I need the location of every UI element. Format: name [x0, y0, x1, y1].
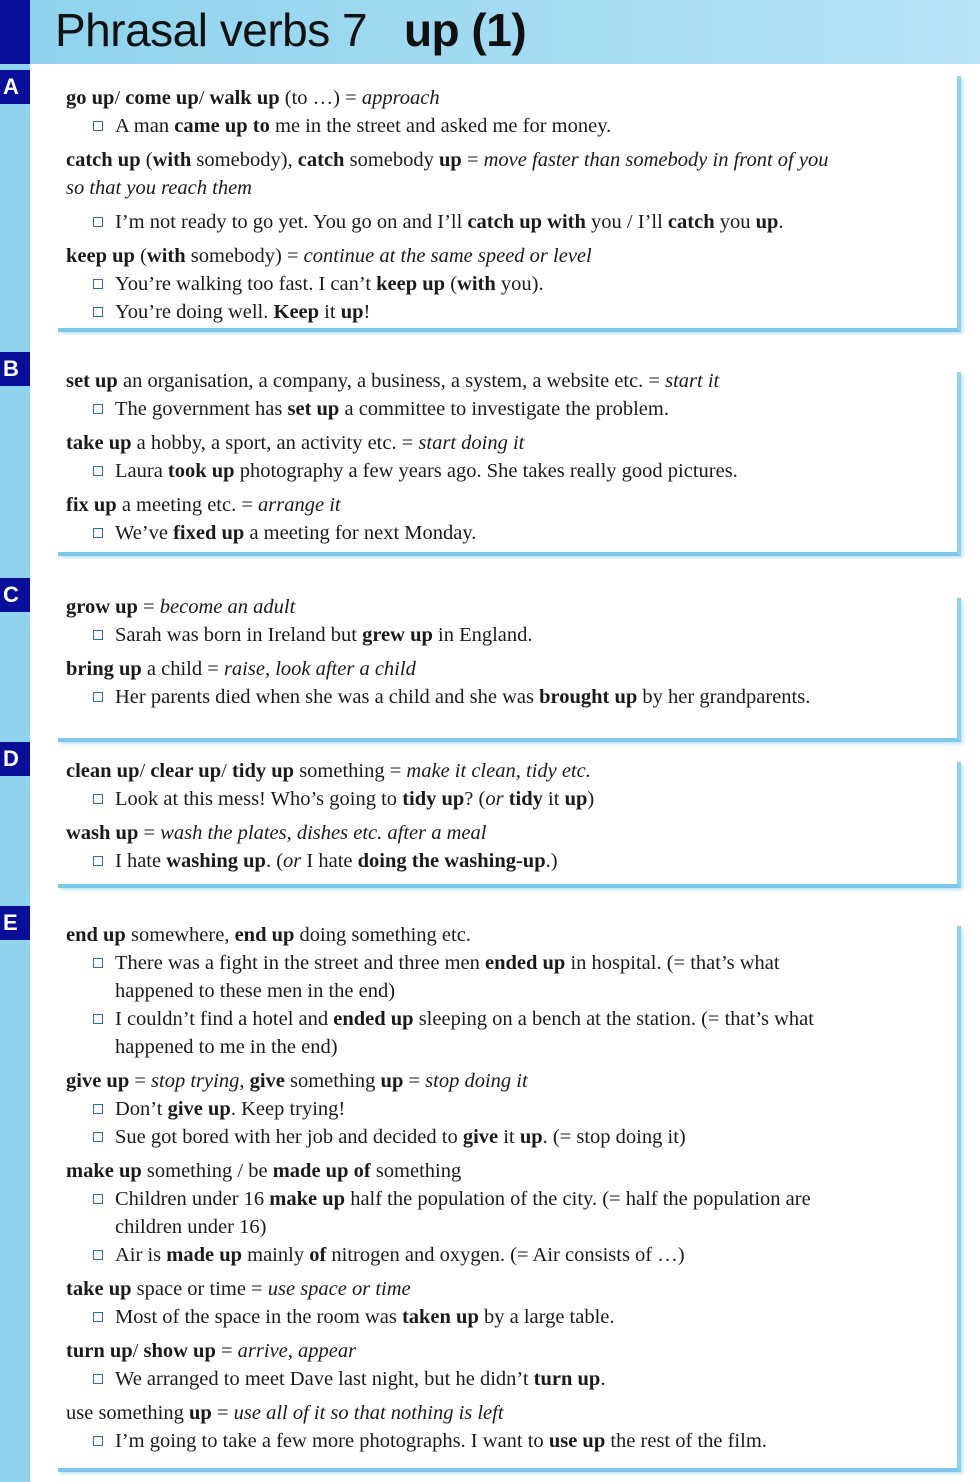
- meaning-text: or: [283, 850, 302, 872]
- example-text: [92, 301, 370, 323]
- phrasal-verb-term: keep up: [376, 273, 446, 295]
- phrasal-verb-term: came up to: [174, 115, 270, 137]
- phrasal-verb-term: up: [380, 1070, 404, 1092]
- text-run: something / be: [141, 1160, 273, 1182]
- text-run: /: [132, 1340, 144, 1362]
- example-sentence: [66, 1427, 946, 1455]
- example-sentence: [66, 457, 946, 485]
- checkbox-bullet-icon: [93, 1312, 103, 1322]
- example-sentence: [66, 298, 946, 326]
- text-run: a committee to investigate the problem.: [339, 398, 669, 420]
- meaning-text: raise, look after a child: [223, 658, 416, 680]
- phrasal-verb-definition: [66, 491, 946, 519]
- phrasal-verb-term: end up: [66, 924, 126, 946]
- text-run: I couldn’t find a hotel and: [115, 1008, 334, 1030]
- example-text: [92, 788, 594, 810]
- phrasal-verb-term: made up: [166, 1244, 243, 1266]
- phrasal-verb-term: catch: [297, 149, 345, 171]
- phrasal-verb-term: clean up: [66, 760, 140, 782]
- phrasal-verb-term: show up: [143, 1340, 216, 1362]
- phrasal-verb-term: grow up: [66, 596, 138, 618]
- example-text: [92, 1098, 345, 1120]
- text-run: a hobby, a sport, an activity etc. =: [131, 432, 419, 454]
- text-run: you: [714, 211, 756, 233]
- example-text: [92, 1126, 686, 1148]
- text-run: . Keep trying!: [230, 1098, 346, 1120]
- example-text: [92, 1306, 615, 1328]
- text-run: ,: [239, 1070, 250, 1092]
- phrasal-verb-definition: [66, 757, 946, 785]
- phrasal-verb-term: wash up: [66, 822, 139, 844]
- page-title-sub: up (1): [403, 4, 527, 56]
- text-run: sleeping on a bench at the station. (= that’s what: [413, 1008, 814, 1030]
- text-run: =: [215, 1340, 238, 1362]
- section-badge: E: [0, 906, 30, 940]
- checkbox-bullet-icon: [93, 1014, 103, 1024]
- section-badge: C: [0, 578, 30, 612]
- phrasal-verb-term: clear up: [150, 760, 222, 782]
- phrasal-verb-term: with: [457, 273, 496, 295]
- example-sentence: [66, 1365, 946, 1393]
- text-run: /: [114, 87, 126, 109]
- phrasal-verb-term: catch: [667, 211, 715, 233]
- text-run: Air is: [115, 1244, 167, 1266]
- example-text: [92, 1008, 814, 1030]
- text-run: a meeting etc. =: [116, 494, 259, 516]
- meaning-text: or: [485, 788, 504, 810]
- phrasal-verb-term: give: [462, 1126, 499, 1148]
- phrasal-verb-term: took up: [167, 460, 235, 482]
- phrasal-verb-term: up: [340, 301, 364, 323]
- meaning-text: approach: [361, 87, 440, 109]
- meaning-text: start doing it: [418, 432, 525, 454]
- phrasal-verb-definition: [66, 84, 946, 112]
- phrasal-verb-term: Keep: [273, 301, 320, 323]
- text-run: =: [403, 1070, 426, 1092]
- phrasal-verb-definition: [66, 1157, 946, 1185]
- page-title: [55, 2, 526, 58]
- text-run: /: [221, 760, 232, 782]
- example-sentence: [66, 112, 946, 140]
- phrasal-verb-definition: [66, 174, 946, 202]
- text-run: =: [138, 822, 161, 844]
- section-badge: B: [0, 352, 30, 386]
- phrasal-verb-definition: [66, 1337, 946, 1365]
- phrasal-verb-definition: [66, 1067, 946, 1095]
- example-continuation: [66, 1213, 946, 1241]
- phrasal-verb-definition: [66, 1399, 946, 1427]
- text-run: I hate: [115, 850, 167, 872]
- text-run: the rest of the film.: [605, 1430, 767, 1452]
- text-run: Her parents died when she was a child and she was: [115, 686, 540, 708]
- phrasal-verb-term: catch up with: [467, 211, 586, 233]
- phrasal-verb-term: fix up: [66, 494, 117, 516]
- phrasal-verb-term: tidy: [508, 788, 543, 810]
- phrasal-verb-term: give: [249, 1070, 285, 1092]
- phrasal-verb-term: tidy up: [402, 788, 465, 810]
- example-sentence: [66, 208, 946, 236]
- phrasal-verb-term: ended up: [485, 952, 566, 974]
- checkbox-bullet-icon: [93, 1436, 103, 1446]
- section-content: [66, 593, 946, 711]
- meaning-text: arrive, appear: [237, 1340, 357, 1362]
- text-run: it: [498, 1126, 520, 1148]
- text-run: You’re doing well.: [115, 301, 274, 323]
- text-run: We’ve: [115, 522, 174, 544]
- example-text: [92, 952, 780, 974]
- meaning-text: wash the plates, dishes etc. after a meal: [160, 822, 487, 844]
- text-run: .: [778, 211, 784, 233]
- phrasal-verb-term: fixed up: [173, 522, 245, 544]
- example-sentence: [66, 949, 946, 977]
- text-run: children under 16): [115, 1216, 267, 1238]
- text-run: happened to me in the end): [115, 1036, 338, 1058]
- text-run: Sue got bored with her job and decided to: [115, 1126, 463, 1148]
- phrasal-verb-definition: [66, 655, 946, 683]
- checkbox-bullet-icon: [93, 1374, 103, 1384]
- example-sentence: [66, 1095, 946, 1123]
- text-run: ? (: [464, 788, 486, 810]
- text-run: (: [445, 273, 458, 295]
- phrasal-verb-term: give up: [66, 1070, 130, 1092]
- meaning-text: stop doing it: [425, 1070, 528, 1092]
- meaning-text: start it: [665, 370, 720, 392]
- text-run: We arranged to meet Dave last night, but he didn’t: [115, 1368, 534, 1390]
- phrasal-verb-term: up: [564, 788, 588, 810]
- checkbox-bullet-icon: [93, 692, 103, 702]
- text-run: .): [545, 850, 558, 872]
- section-content: [66, 84, 946, 326]
- phrasal-verb-term: with: [152, 149, 192, 171]
- phrasal-verb-definition: [66, 146, 946, 174]
- example-text: [92, 398, 669, 420]
- text-run: it: [542, 788, 565, 810]
- text-run: half the population of the city. (= half the population are: [345, 1188, 811, 1210]
- phrasal-verb-term: washing up: [166, 850, 266, 872]
- text-run: I hate: [301, 850, 358, 872]
- phrasal-verb-term: use up: [548, 1430, 606, 1452]
- meaning-text: stop trying: [151, 1070, 240, 1092]
- example-sentence: [66, 683, 946, 711]
- phrasal-verb-term: made up of: [272, 1160, 371, 1182]
- meaning-text: become an adult: [159, 596, 296, 618]
- example-continuation: [66, 977, 946, 1005]
- phrasal-verb-definition: [66, 1275, 946, 1303]
- phrasal-verb-term: turn up: [66, 1340, 133, 1362]
- text-run: you).: [495, 273, 544, 295]
- phrasal-verb-term: brought up: [539, 686, 638, 708]
- text-run: (: [134, 245, 147, 267]
- text-run: somebody: [344, 149, 439, 171]
- page-title-main: Phrasal verbs 7: [55, 4, 368, 56]
- example-text: [92, 211, 784, 233]
- phrasal-verb-definition: [66, 819, 946, 847]
- text-run: in hospital. (= that’s what: [565, 952, 780, 974]
- checkbox-bullet-icon: [93, 1194, 103, 1204]
- text-run: it: [319, 301, 341, 323]
- phrasal-verb-term: tidy up: [231, 760, 295, 782]
- example-sentence: [66, 270, 946, 298]
- text-run: ): [587, 788, 595, 810]
- text-run: =: [129, 1070, 152, 1092]
- example-sentence: [66, 519, 946, 547]
- text-run: happened to these men in the end): [115, 980, 396, 1002]
- example-text: [92, 686, 810, 708]
- example-text: [92, 115, 611, 137]
- phrasal-verb-term: bring up: [66, 658, 142, 680]
- text-run: Don’t: [115, 1098, 168, 1120]
- phrasal-verb-term: end up: [234, 924, 295, 946]
- text-run: nitrogen and oxygen. (= Air consists of …): [326, 1244, 685, 1266]
- phrasal-verb-term: walk up: [209, 87, 280, 109]
- example-sentence: [66, 1241, 946, 1269]
- example-sentence: [66, 621, 946, 649]
- text-run: by her grandparents.: [637, 686, 811, 708]
- title-accent-block: [0, 0, 30, 64]
- checkbox-bullet-icon: [93, 121, 103, 131]
- example-sentence: [66, 1123, 946, 1151]
- section-content: [66, 921, 946, 1455]
- text-run: a child =: [141, 658, 224, 680]
- phrasal-verb-term: taken up: [401, 1306, 479, 1328]
- text-run: . (= stop doing it): [542, 1126, 686, 1148]
- example-sentence: [66, 395, 946, 423]
- checkbox-bullet-icon: [93, 958, 103, 968]
- text-run: you / I’ll: [585, 211, 668, 233]
- phrasal-verb-term: grew up: [362, 624, 433, 646]
- phrasal-verb-definition: [66, 921, 946, 949]
- checkbox-bullet-icon: [93, 794, 103, 804]
- text-run: !: [363, 301, 371, 323]
- text-run: Laura: [115, 460, 168, 482]
- text-run: Sarah was born in Ireland but: [115, 624, 363, 646]
- text-run: a meeting for next Monday.: [244, 522, 477, 544]
- example-text: [92, 1368, 605, 1390]
- text-run: something =: [294, 760, 407, 782]
- example-text: [92, 522, 476, 544]
- text-run: use something: [66, 1402, 189, 1424]
- example-sentence: [66, 1303, 946, 1331]
- text-run: =: [211, 1402, 234, 1424]
- phrasal-verb-term: turn up: [533, 1368, 601, 1390]
- checkbox-bullet-icon: [93, 404, 103, 414]
- checkbox-bullet-icon: [93, 466, 103, 476]
- example-sentence: [66, 1005, 946, 1033]
- phrasal-verb-term: keep up: [66, 245, 135, 267]
- example-text: [92, 624, 533, 646]
- phrasal-verb-term: give up: [167, 1098, 231, 1120]
- phrasal-verb-term: take up: [66, 1278, 132, 1300]
- phrasal-verb-term: catch up: [66, 149, 141, 171]
- text-run: photography a few years ago. She takes really good pictures.: [234, 460, 738, 482]
- text-run: /: [139, 760, 151, 782]
- text-run: somewhere,: [125, 924, 235, 946]
- example-text: [92, 460, 738, 482]
- example-text: [92, 273, 544, 295]
- phrasal-verb-definition: [66, 367, 946, 395]
- text-run: by a large table.: [478, 1306, 615, 1328]
- sidebar-strip: [0, 0, 30, 1482]
- phrasal-verb-term: up: [189, 1402, 212, 1424]
- phrasal-verb-definition: [66, 593, 946, 621]
- text-run: space or time =: [131, 1278, 268, 1300]
- text-run: an organisation, a company, a business, a system, a website etc. =: [117, 370, 666, 392]
- phrasal-verb-term: up: [755, 211, 779, 233]
- checkbox-bullet-icon: [93, 279, 103, 289]
- section-content: [66, 367, 946, 547]
- phrasal-verb-definition: [66, 429, 946, 457]
- section-content: [66, 757, 946, 875]
- text-run: in England.: [432, 624, 533, 646]
- phrasal-verb-term: make up: [66, 1160, 142, 1182]
- meaning-text: move faster than somebody in front of you: [483, 149, 829, 171]
- checkbox-bullet-icon: [93, 630, 103, 640]
- phrasal-verb-term: doing the washing-up: [357, 850, 546, 872]
- section-badge: D: [0, 742, 30, 776]
- text-run: .: [600, 1368, 606, 1390]
- text-run: something: [370, 1160, 462, 1182]
- meaning-text: continue at the same speed or level: [303, 245, 592, 267]
- phrasal-verb-term: make up: [269, 1188, 346, 1210]
- meaning-text: use space or time: [267, 1278, 411, 1300]
- checkbox-bullet-icon: [93, 1132, 103, 1142]
- phrasal-verb-term: set up: [287, 398, 340, 420]
- example-sentence: [66, 847, 946, 875]
- meaning-text: use all of it so that nothing is left: [233, 1402, 504, 1424]
- text-run: =: [137, 596, 160, 618]
- checkbox-bullet-icon: [93, 1104, 103, 1114]
- checkbox-bullet-icon: [93, 528, 103, 538]
- text-run: mainly: [242, 1244, 310, 1266]
- meaning-text: so that you reach them: [66, 177, 252, 199]
- phrasal-verb-term: ended up: [333, 1008, 414, 1030]
- checkbox-bullet-icon: [93, 1250, 103, 1260]
- phrasal-verb-term: come up: [125, 87, 199, 109]
- example-text: [92, 1430, 767, 1452]
- text-run: (: [140, 149, 153, 171]
- text-run: somebody),: [191, 149, 298, 171]
- phrasal-verb-definition: [66, 242, 946, 270]
- meaning-text: make it clean, tidy etc.: [406, 760, 591, 782]
- example-sentence: [66, 1185, 946, 1213]
- phrasal-verb-term: of: [309, 1244, 327, 1266]
- checkbox-bullet-icon: [93, 217, 103, 227]
- text-run: Look at this mess! Who’s going to: [115, 788, 403, 810]
- text-run: Children under 16: [115, 1188, 270, 1210]
- text-run: (to …) =: [279, 87, 362, 109]
- text-run: I’m not ready to go yet. You go on and I’ll: [115, 211, 468, 233]
- text-run: . (: [265, 850, 284, 872]
- checkbox-bullet-icon: [93, 856, 103, 866]
- example-continuation: [66, 1033, 946, 1061]
- section-badge: A: [0, 70, 30, 104]
- phrasal-verb-term: up: [439, 149, 462, 171]
- text-run: You’re walking too fast. I can’t: [115, 273, 377, 295]
- text-run: me in the street and asked me for money.: [269, 115, 612, 137]
- phrasal-verb-term: up: [519, 1126, 543, 1148]
- checkbox-bullet-icon: [93, 307, 103, 317]
- phrasal-verb-term: set up: [66, 370, 118, 392]
- example-text: [92, 1244, 685, 1266]
- meaning-text: arrange it: [258, 494, 341, 516]
- text-run: A man: [115, 115, 175, 137]
- phrasal-verb-term: take up: [66, 432, 132, 454]
- example-text: [92, 1188, 811, 1210]
- text-run: something: [284, 1070, 381, 1092]
- text-run: somebody) =: [185, 245, 304, 267]
- phrasal-verb-term: go up: [66, 87, 115, 109]
- text-run: There was a fight in the street and three men: [115, 952, 485, 974]
- text-run: doing something etc.: [294, 924, 471, 946]
- phrasal-verb-term: with: [146, 245, 186, 267]
- text-run: I’m going to take a few more photographs. I want to: [115, 1430, 549, 1452]
- text-run: =: [461, 149, 484, 171]
- text-run: Most of the space in the room was: [115, 1306, 402, 1328]
- example-sentence: [66, 785, 946, 813]
- example-text: [92, 850, 558, 872]
- text-run: The government has: [115, 398, 288, 420]
- text-run: /: [198, 87, 210, 109]
